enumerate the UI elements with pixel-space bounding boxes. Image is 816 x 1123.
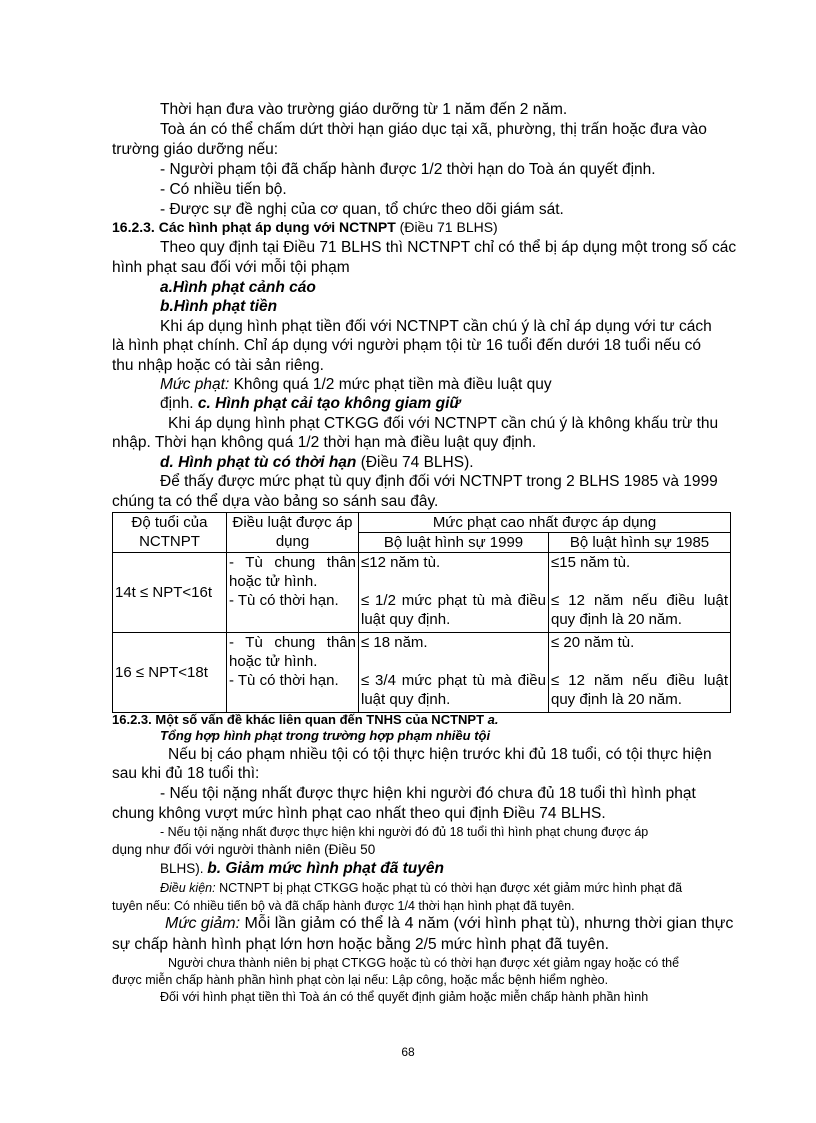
paragraph-line: Để thấy được mức phạt tù quy định đối với NCTNPT trong 2 BLHS 1985 và 1999 [160,473,718,490]
paragraph-line: là hình phạt chính. Chỉ áp dụng với người phạm tội từ 16 tuổi đến dưới 18 tuổi nếu có [112,337,701,354]
table-row [113,553,731,633]
header-max-penalty: Mức phạt cao nhất được áp dụng [359,513,731,533]
subheading-a: a.Hình phạt cảnh cáo [160,279,316,296]
comparison-table [112,512,731,713]
paragraph-line: Người chưa thành niên bị phạt CTKGG hoặc tù có thời hạn được xét giảm ngay hoặc có thể [168,956,680,970]
paragraph-line: Thời hạn đưa vào trường giáo dưỡng từ 1 năm đến 2 năm. [160,101,568,118]
paragraph-line: Mức giảm: Mỗi lần giảm có thể là 4 năm (với hình phạt tù), nhưng thời gian thực [165,915,734,932]
subheading-b: b.Hình phạt tiền [160,298,278,315]
paragraph-line: Theo quy định tại Điều 71 BLHS thì NCTNPT chỉ có thể bị áp dụng một trong số các [160,239,737,256]
header-age: Độ tuổi của NCTNPT [113,513,227,553]
page-number: 68 [401,1045,415,1059]
paragraph-line: BLHS). b. Giảm mức hình phạt đã tuyên [160,860,444,877]
subheading-a2: Tổng hợp hình phạt trong trường hợp phạm nhiều tội [160,728,491,743]
cell-age: 16 ≤ NPT<18t [113,633,227,713]
paragraph-line: hình phạt sau đối với mỗi tội phạm [112,259,350,276]
cell-age: 14t ≤ NPT<16t [113,553,227,633]
cell-law: - Tù chung thân hoặc tử hình. - Tù có thời hạn. [227,633,359,713]
bullet-item: - Có nhiều tiến bộ. [160,181,287,198]
paragraph-line: được miễn chấp hành phần hình phạt còn lại nếu: Lập công, hoặc mắc bệnh hiểm nghèo. [112,973,609,987]
subheading-d: d. Hình phạt tù có thời hạn (Điều 74 BLHS). [160,454,474,471]
header-law: Điều luật được áp dụng [227,513,359,553]
paragraph-line: nhập. Thời hạn không quá 1/2 thời hạn mà điều luật quy định. [112,434,537,451]
cell-1985: ≤ 20 năm tù. ≤ 12 năm nếu điều luật quy định là 20 năm. [549,633,731,713]
bullet-item: - Được sự đề nghị của cơ quan, tổ chức theo dõi giám sát. [160,201,564,218]
paragraph-line: Toà án có thể chấm dứt thời hạn giáo dục tại xã, phường, thị trấn hoặc đưa vào [160,121,707,138]
table-row [113,633,731,713]
header-1999: Bộ luật hình sự 1999 [359,533,549,553]
header-1985: Bộ luật hình sự 1985 [549,533,731,553]
paragraph-line: chúng ta có thể dựa vào bảng so sánh sau đây. [112,493,439,510]
paragraph-line: Khi áp dụng hình phạt CTKGG đối với NCTNPT cần chú ý là không khấu trừ thu [168,415,719,432]
paragraph-line: trường giáo dưỡng nếu: [112,141,279,158]
bullet-item: - Người phạm tội đã chấp hành được 1/2 thời hạn do Toà án quyết định. [160,161,656,178]
subheading-b2: b. Giảm mức hình phạt đã tuyên [207,860,444,877]
paragraph-line: Đối với hình phạt tiền thì Toà án có thể quyết định giảm hoặc miễn chấp hành phần hình [160,990,649,1004]
table-header-row [113,513,731,533]
section-heading: 16.2.3. Một số vấn đề khác liên quan đến TNHS của NCTNPT a. [112,712,499,727]
paragraph-line: Mức phạt: Không quá 1/2 mức phạt tiền mà điều luật quy [160,376,552,393]
paragraph-line: tuyên nếu: Có nhiều tiến bộ và đã chấp hành được 1/4 thời hạn hình phạt đã tuyên. [112,899,575,913]
paragraph-line: dụng như đối với người thành niên (Điều 50 [112,842,376,857]
paragraph-line: sau khi đủ 18 tuổi thì: [112,765,260,782]
paragraph-line: sự chấp hành hình phạt lớn hơn hoặc bằng 2/5 mức hình phạt đã tuyên. [112,936,609,953]
subheading-c: c. Hình phạt cải tạo không giam giữ [197,395,461,412]
paragraph-line: Điều kiện: NCTNPT bị phạt CTKGG hoặc phạt tù có thời hạn được xét giảm mức hình phạt đã [160,881,683,895]
cell-1985: ≤15 năm tù. ≤ 12 năm nếu điều luật quy định là 20 năm. [549,553,731,633]
section-heading: 16.2.3. Các hình phạt áp dụng với NCTNPT (Điều 71 BLHS) [112,219,498,235]
paragraph-line: - Nếu tội nặng nhất được thực hiện khi người đó đủ 18 tuổi thì hình phạt chung được áp [160,825,649,839]
paragraph-line: định. c. Hình phạt cải tạo không giam giữ [160,395,461,412]
cell-law: - Tù chung thân hoặc tử hình. - Tù có thời hạn. [227,553,359,633]
paragraph-line: - Nếu tội nặng nhất được thực hiện khi người đó chưa đủ 18 tuổi thì hình phạt [160,785,696,802]
paragraph-line: Khi áp dụng hình phạt tiền đối với NCTNPT cần chú ý là chỉ áp dụng với tư cách [160,318,712,335]
paragraph-line: thu nhập hoặc có tài sản riêng. [112,357,324,374]
paragraph-line: Nếu bị cáo phạm nhiều tội có tội thực hiện trước khi đủ 18 tuổi, có tội thực hiện [168,746,712,763]
paragraph-line: chung không vượt mức hình phạt cao nhất theo qui định Điều 74 BLHS. [112,805,606,822]
cell-1999: ≤12 năm tù. ≤ 1/2 mức phạt tù mà điều luật quy định. [359,553,549,633]
cell-1999: ≤ 18 năm. ≤ 3/4 mức phạt tù mà điều luật quy định. [359,633,549,713]
